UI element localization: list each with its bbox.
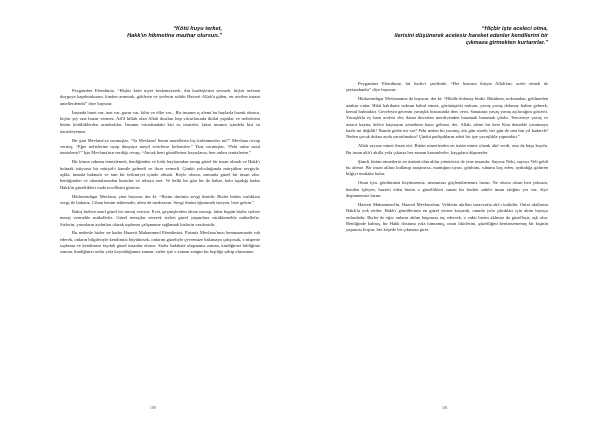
right-quote-line-1: “Hiçbir işte aceleci olma, — [481, 26, 548, 32]
right-paragraph-1: Peygamber Efendimiz, bir hadis-i şerifinde, “Her hususta ihtiyat Allah'tan, acele etmek de şeytandandır” diye buyurur. — [346, 81, 548, 93]
left-page-number: 100 — [150, 406, 156, 410]
right-quote-line-2: ilerisini düşünerek acelesiz hareket edenler kendilerini bir — [394, 33, 548, 39]
right-page — [300, 0, 600, 424]
right-paragraph-6: Hazreti Muhammed'in, Hazreti Mevlana'nın, Velilerin akılları tasavvufta akl-ı kulüdür. Onlar akıllarını Hakk'ta yok ettiler. Hakk'ı gönüllerinin en güzel yerine koyarak, onunla yola çıktıkları için akim bayışsı onlardadır. Bizler de eğer onların aklını başımıza taç edersek, o vakit bizim aklımız da güzelleşir, aşk olur. Benliğinde kalmış, bir Hakk dostunu yola tutmamış, onun fikirlerini, güzelliğini benimsememiş bir kişinin yaşantısı boştur, her köşede bir çıkmaza girer. — [346, 201, 548, 233]
left-page-body — [60, 88, 260, 256]
left-quote-line-2: Hakk'ın hikmetine mazhar olursun.” — [127, 33, 222, 39]
left-paragraph-3: Bir gün Mevlana'ya sormuşlar, “Ya Mevlana! Senin müridlerin hiç kirlenmezler mi?” Mevlana cevap vermiş, “Eğer nefislerine uyup dünyaya meyil verirlerse kirlenirler.” Yine sormuşlar, “Peki onlar nasıl temizlenir?” İşte Mevlana'nın verdiği cevap, “Ancak beni gönüllerine koyarlarsa, ben onları temizlerim.” — [60, 137, 260, 156]
right-page-body — [346, 81, 548, 234]
left-quote-line-1: “Kötü huyu terket, — [173, 26, 222, 32]
right-quote-line-3: çıkmaza girmekten kurtarırlar.” — [465, 40, 548, 46]
left-paragraph-4: Bir kimse ruhunu temizlemek, benliğinden ve kötü huylarından arınıp güzel bir insan olmak ve Hakk'ı bulmak istiyorsa bir mürşid-i kamile gelmeli ve ikrar vermeli. Çünkü yolculuğunda mürşidine sevgiyle, aşkla, imanla bakmalı ve tam bir teslimiyet içinde olmalı. Böyle olursa, zamanla güzel bir insan olur, benliğinden ve okuntularından kurtulur ve rehaya erer. Ve belki bir gün bir de bakar, kalu taşıdığı kadar Hakk'ın güzellikleri onda tecellisini gösterir. — [60, 159, 260, 190]
left-paragraph-6: Bakış bizlere nasıl güzel bir mesaj veriyor. Evet, geçmişlerden alınız mesajı, fakat bugün bizler sizlere mesaj vermekle mükellefiz. Güzel mesajlar vererek sizleri güzel yaşamlara sürüklemekle mükellefiz. Sizlerin, yarınların aydınları olarak toplumu çalışmanız sağlamak bizlerin vazifesidir. — [60, 208, 260, 227]
right-paragraph-2: Hüdavendigar Mevlanamız da buyurur, der ki: “Hilalle dolunay birdir. Bütükten, noksandan, gelilmeden uzaktır onlar. Hilal hakikatte noksan kabul etmez, görünüşteki noksan, yavaş yavaş dolunay haline gelmek, kemal bulmaktır. Geceleyin gecenin yavaşlık hususunda ders verir. Sanatının yavaş yavaş açılacağını gösterir. Yavaşlıkla ey ham acelesi der, dama duvarlan merdivenden basamak basamak çıkılır. Tencereye yavaş ve ustaca kayna, delice kaynayan yemekten hayır gelmez, der, Allah, alemi bir kere Kün demekle yaratmaya kadir mi değildi? Bunda gizbe mi var? Peki neden bu yaramş, altı gün sürdü; her gün de tam bin yıl kadarch? Neden çocuk dokuz ayda yaratılmakta? Çünkü padişahların adeti bir işte yavaşlıkla yapmaktır.” — [346, 96, 548, 140]
right-page-number: 101 — [442, 406, 448, 410]
right-paragraph-4: Şimdi, bütün nimetlerin en üstünü olan aklın yönetticisi de yine insandır. Sayısız Nebi, sayısız Veli geldi bu aleme. Bir insan aklını kullanıp araştırırsa, mantığını uyarı, gönlünü, ruhunu hoş eden, aydınlığa götüren bilgiyi mutlaka bulur. — [346, 158, 548, 177]
left-paragraph-2: İnsanda haset var, inat var, gurur var, kibir ve öfke var... Bir insanın iç alemi bu huylarla bozuk olunca, hiçbir şey ona huzur vermez. Aff'â billah olan Allah dostları hep vücutlarında ihtilal yapıtlar ve nefislerini bütün kötülüklerden arındırdılar. İnsanın vücudundaki kiri su temizler, fakat insanın içindeki kiri su temizleyemez. — [60, 109, 260, 134]
left-page-quote — [60, 26, 222, 40]
right-paragraph-3: Allah sayısız nimet ihsan etti. Bütün nimetlerden en üstün nimet olarak akıl verdi, onu da başa koydu. Bu insan aklı'i akılla yola çıkarsa her zaman kazanılerler, kaygılara düşmezler. — [346, 143, 548, 155]
left-paragraph-7: Bu nedenle bizler ne kadar Hazreti Muhammed Efendimizi, Pirimiz Mevlana'mızı benimsemizde ruh ederek, onların bilgilerıyle kendimizi büyütürsek, onlarını güzeliyle çevremize hakimaya çalışırsak, o nispette toplumu ve kendimize faydalı güzel insanlar oluruz. Sizler hakikate ulaşmanız zaman, kindiğinizi bildiğiniz zaman, kindiğinizi onlar yola koyulduğunuz zaman, sizler işte o zaman zengin bir kişiliğe sahip olursunuz. — [60, 230, 260, 255]
right-paragraph-5: Onun için, gönlümüzü büyütmemiz, imanımızı güçlendirmemiz lazım. Ne olursa olsun ben yoksam, benden işleyen, hazreti eden bizim o güzellikleri sunan bir kudret sahibi insan ettiğim yer var, diye düşünmemiz lazım. — [346, 180, 548, 198]
left-paragraph-5: Hüdavendigar Mevlana, yine buyurur der ki: “Bizim ilmimiz sevgi ilmidir. Bizler bütün varlıklara sevgi ile bakarız. Cihan benim tekkemdir, alem de medresem. Sevgi ilmini öğrenmek isteyen, bize gelsin.” — [60, 193, 260, 205]
right-page-quote — [346, 26, 548, 47]
left-paragraph-1: Peygamber Efendimiz, “Hiçbir kötü niyet beslemeyerek, din kardeşlerini sevmek, hiçbir nefsani duyguya kapılmaksızın, kinden arınmak, göklerin ve yerlerin sahibi Hazreti Allah'a giden, en sevilen insani amellerdendir” diye buyurur. — [60, 88, 260, 106]
